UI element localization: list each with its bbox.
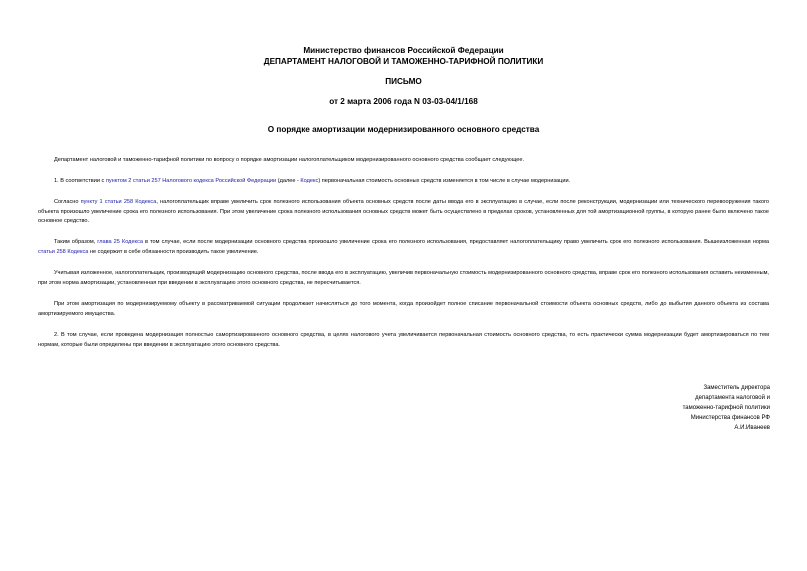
- paragraph-2-pre: Согласно: [54, 199, 81, 205]
- link-article-258[interactable]: статьи 258 Кодекса: [38, 248, 89, 255]
- document-date: от 2 марта 2006 года N 03-03-04/1/168: [329, 97, 478, 106]
- ministry-name: Министерство финансов Российской Федерации: [303, 46, 504, 55]
- link-article-258-p1[interactable]: пункту 1 статьи 258 Кодекса: [80, 199, 157, 205]
- signature-department: департамента налоговой и: [695, 395, 770, 401]
- signature-title: Заместитель директора: [703, 385, 770, 391]
- paragraph-4-text: Учитывая изложенное, налогоплательщик, производящий модернизацию основного средства, после ввода его в эксплуатацию, увеличив первоначальную стоимость модернизированного основного средства, вправе срок его полезного использования оставить неизменным, при этом норма амортизации, установленная при введении в эксплуатацию этого основного средства, не пересчитывается.: [38, 270, 769, 286]
- paragraph-1-text: [38, 177, 769, 187]
- signature-policy: таможенно-тарифной политики: [682, 405, 770, 411]
- paragraph-4: [38, 269, 769, 288]
- paragraph-3-text: [38, 238, 769, 257]
- department-name: ДЕПАРТАМЕНТ НАЛОГОВОЙ И ТАМОЖЕННО-ТАРИФНОЙ ПОЛИТИКИ: [263, 57, 544, 66]
- document-subject: О порядке амортизации модернизированного основного средства: [267, 125, 540, 134]
- paragraph-5-text: При этом амортизация по модернизируемому объекту в рассматриваемой ситуации продолжает начисляться до того момента, когда произойдет полное списание первоначальной стоимости объекта основных средств, либо до выбытия данного объекта из состава амортизируемого имущества.: [38, 301, 769, 317]
- paragraph-3-pre: Таким образом,: [54, 239, 98, 245]
- paragraph-intro-text: Департамент налоговой и таможенно-тарифной политики по вопросу о порядке амортизации налогоплательщиком модернизированного основного средства сообщает следующее.: [54, 157, 525, 163]
- paragraph-1-pre: 1. В соответствии с: [54, 178, 106, 184]
- paragraph-2: [38, 198, 769, 227]
- signature-block: [600, 383, 770, 433]
- paragraph-intro: [38, 156, 769, 166]
- paragraph-1-mid: (далее -: [276, 178, 301, 184]
- link-article-257[interactable]: пунктом 2 статьи 257 Налогового кодекса Российской Федерации: [105, 178, 277, 184]
- paragraph-3: [38, 238, 769, 257]
- paragraph-6-text: 2. В том случае, если проведена модернизация полностью самортизированного основного средства, в целях налогового учета увеличивается первоначальная стоимость основного средства, то есть практически сумма модернизации будет амортизироваться по тем нормам, которые были определены при введении в эксплуатацию этого основного средства.: [38, 332, 769, 348]
- paragraph-5: [38, 300, 769, 319]
- link-code[interactable]: Кодекс: [300, 178, 319, 184]
- document-type: ПИСЬМО: [385, 77, 422, 86]
- paragraph-3-post: не содержит в себе обязанности производить такое увеличение.: [88, 248, 259, 255]
- link-chapter-25[interactable]: глава 25 Кодекса: [97, 239, 143, 245]
- signature-ministry: Министерства финансов РФ: [690, 415, 770, 421]
- paragraph-2-text: [38, 198, 769, 227]
- paragraph-1-post: ) первоначальная стоимость основных средств изменяется в том числе в случае модернизации.: [318, 178, 571, 184]
- paragraph-2-post: , налогоплательщик вправе увеличить срок полезного использования объекта основных средств после даты ввода его в эксплуатацию в случае, если после реконструкции, модернизации или технического перевооружения такого объекта произошло увеличение срока его полезного использования. При этом увеличение срока полезного использования основных средств может быть осуществлено в пределах сроков, установленных для той амортизационной группы, в которую ранее было включено такое основное средство.: [38, 199, 769, 225]
- paragraph-3-mid: в том случае, если после модернизации основного средства произошло увеличение срока его полезного использования, предоставляет налогоплательщику право увеличить срок его полезного использования. Вышеизложенная норма: [142, 239, 770, 245]
- paragraph-1: [38, 177, 769, 187]
- signature-name: А.И.Иванеев: [734, 425, 770, 431]
- paragraph-6: [38, 331, 769, 350]
